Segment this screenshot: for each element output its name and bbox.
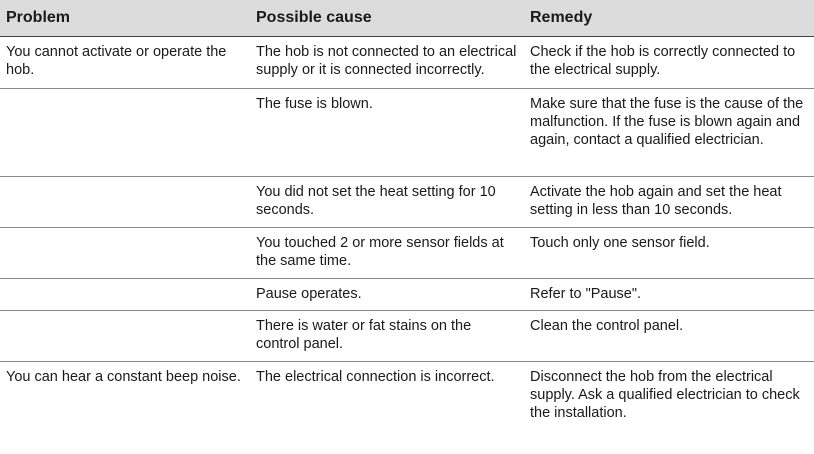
table-row: [0, 37, 814, 89]
header-possible-cause: Possible cause: [250, 0, 524, 37]
problem-cell: You can hear a constant beep noise.: [6, 369, 241, 385]
table-row: [0, 311, 814, 362]
table-row: [0, 279, 814, 311]
cause-cell: The hob is not connected to an electrical supply or it is connected incorrectly.: [250, 37, 524, 89]
cause-cell: There is water or fat stains on the control panel.: [250, 311, 524, 362]
remedy-cell: Touch only one sensor field.: [524, 228, 814, 279]
remedy-cell: Activate the hob again and set the heat setting in less than 10 seconds.: [524, 177, 814, 228]
problem-cell: [0, 311, 250, 362]
cause-cell: The electrical connection is incorrect.: [256, 369, 495, 385]
header-problem: Problem: [0, 0, 250, 37]
remedy-cell: Check if the hob is correctly connected to the electrical supply.: [524, 37, 814, 89]
remedy-cell: Disconnect the hob from the electrical supply. Ask a qualified electrician to check the installation.: [530, 369, 800, 421]
remedy-cell: Clean the control panel.: [524, 311, 814, 362]
table-row: [0, 228, 814, 279]
cause-cell: Pause operates.: [250, 279, 524, 311]
cause-cell: You did not set the heat setting for 10 seconds.: [250, 177, 524, 228]
remedy-cell: Make sure that the fuse is the cause of the malfunction. If the fuse is blown again and again, contact a qualified electrician.: [524, 89, 814, 177]
cause-cell: You touched 2 or more sensor fields at the same time.: [250, 228, 524, 279]
remedy-cell: Refer to "Pause".: [524, 279, 814, 311]
cause-cell: The fuse is blown.: [250, 89, 524, 177]
problem-cell: [0, 279, 250, 311]
problem-cell: [0, 89, 250, 177]
header-remedy: Remedy: [524, 0, 814, 37]
table-row: [0, 177, 814, 228]
problem-cell: [0, 228, 250, 279]
table-row: [0, 362, 814, 429]
problem-cell: You cannot activate or operate the hob.: [0, 37, 250, 89]
problem-cell: [0, 177, 250, 228]
table-header-row: [0, 0, 814, 37]
table-row: [0, 89, 814, 177]
